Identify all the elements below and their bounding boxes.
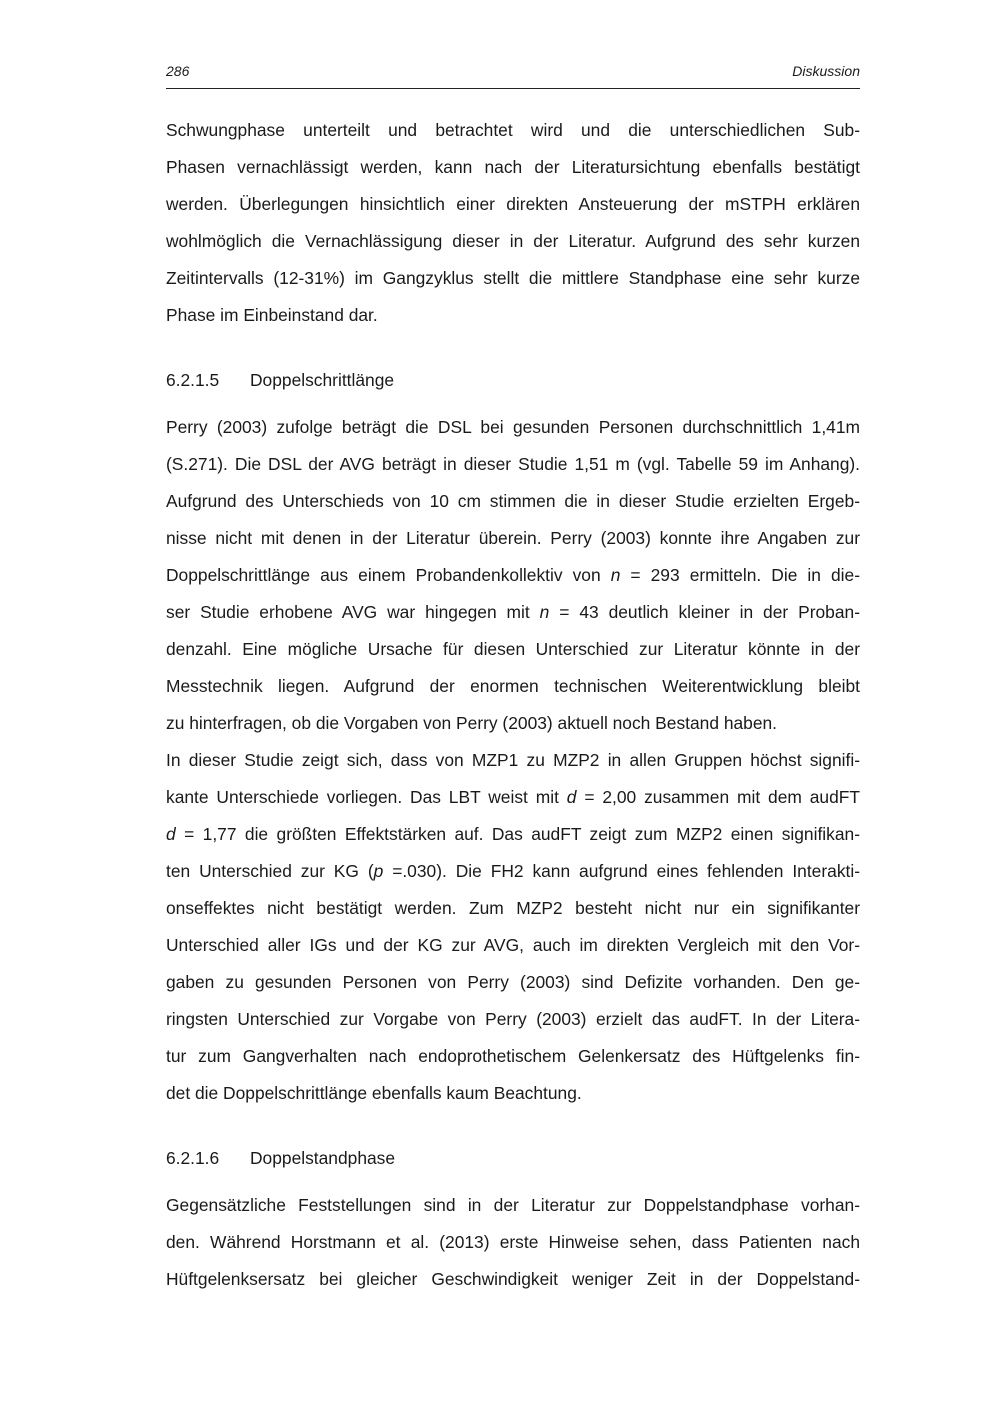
text-line: onseffektes nicht bestätigt werden. Zum MZP2 besteht nicht nur ein signifikanter: [166, 898, 860, 918]
text-segment: ser Studie erhobene AVG war hingegen mit: [166, 602, 540, 622]
text-line: denzahl. Eine mögliche Ursache für diesen Unterschied zur Literatur könnte in der: [166, 639, 860, 659]
text-line: Aufgrund des Unterschieds von 10 cm stimmen die in dieser Studie erzielten Ergeb-: [166, 491, 860, 511]
section-title: Doppelschrittlänge: [250, 370, 395, 390]
page-body: [166, 112, 860, 1298]
variable-d: d: [566, 787, 577, 807]
text-segment: Doppelschrittlänge aus einem Probandenkollektiv von: [166, 565, 611, 585]
text-line: [166, 594, 860, 631]
text-line: Phasen vernachlässigt werden, kann nach der Literatursichtung ebenfalls bestätigt: [166, 157, 860, 177]
dsl-paragraph-1: [166, 409, 860, 742]
variable-n: n: [539, 602, 550, 622]
text-line: [166, 779, 860, 816]
text-line: wohlmöglich die Vernachlässigung dieser in der Literatur. Aufgrund des sehr kurzen: [166, 231, 860, 251]
dsp-paragraph: [166, 1187, 860, 1298]
section-number: 6.2.1.6: [166, 1148, 220, 1168]
text-segment: = 43 deutlich kleiner in der Proban-: [549, 602, 860, 622]
text-segment: = 2,00 zusammen mit dem audFT: [576, 787, 860, 807]
text-segment: =.030). Die FH2 kann aufgrund eines fehlenden Interakti-: [383, 861, 861, 881]
text-line: ringsten Unterschied zur Vorgabe von Perry (2003) erzielt das audFT. In der Litera-: [166, 1009, 860, 1029]
text-line: [166, 816, 860, 853]
text-line: det die Doppelschrittlänge ebenfalls kaum Beachtung.: [166, 1083, 582, 1103]
text-line: (S.271). Die DSL der AVG beträgt in dieser Studie 1,51 m (vgl. Tabelle 59 im Anhang).: [166, 454, 860, 474]
page-header: [166, 58, 860, 89]
text-segment: kante Unterschiede vorliegen. Das LBT weist mit: [166, 787, 567, 807]
section-heading-dsp: [166, 1140, 860, 1177]
text-line: Hüftgelenksersatz bei gleicher Geschwindigkeit weniger Zeit in der Doppelstand-: [166, 1269, 860, 1289]
text-segment: = 1,77 die größten Effektstärken auf. Das audFT zeigt zum MZP2 einen signifikan-: [175, 824, 860, 844]
section-title: Doppelstandphase: [250, 1148, 396, 1168]
section-number: 6.2.1.5: [166, 370, 220, 390]
text-line: [166, 557, 860, 594]
text-line: Schwungphase unterteilt und betrachtet wird und die unterschiedlichen Sub-: [166, 120, 860, 140]
text-line: Messtechnik liegen. Aufgrund der enormen technischen Weiterentwicklung bleibt: [166, 676, 860, 696]
intro-paragraph: [166, 112, 860, 334]
text-line: Phase im Einbeinstand dar.: [166, 305, 378, 325]
text-line: In dieser Studie zeigt sich, dass von MZP1 zu MZP2 in allen Gruppen höchst signifi-: [166, 750, 860, 770]
text-line: gaben zu gesunden Personen von Perry (2003) sind Defizite vorhanden. Den ge-: [166, 972, 860, 992]
dsl-paragraph-2: [166, 742, 860, 1112]
text-line: Zeitintervalls (12-31%) im Gangzyklus stellt die mittlere Standphase eine sehr kurze: [166, 268, 860, 288]
variable-p: p: [373, 861, 384, 881]
variable-n: n: [610, 565, 621, 585]
text-line: Gegensätzliche Feststellungen sind in der Literatur zur Doppelstandphase vorhan-: [166, 1195, 860, 1215]
text-line: den. Während Horstmann et al. (2013) erste Hinweise sehen, dass Patienten nach: [166, 1232, 860, 1252]
text-segment: ten Unterschied zur KG (: [166, 861, 374, 881]
page-number: 286: [166, 63, 190, 79]
text-line: tur zum Gangverhalten nach endoprothetischem Gelenkersatz des Hüftgelenks fin-: [166, 1046, 860, 1066]
text-line: nisse nicht mit denen in der Literatur überein. Perry (2003) konnte ihre Angaben zur: [166, 528, 860, 548]
text-line: [166, 853, 860, 890]
text-segment: = 293 ermitteln. Die in die-: [620, 565, 861, 585]
section-heading-dsl: [166, 362, 860, 399]
variable-d: d: [166, 824, 176, 844]
text-line: werden. Überlegungen hinsichtlich einer direkten Ansteuerung der mSTPH erklären: [166, 194, 860, 214]
text-line: Perry (2003) zufolge beträgt die DSL bei gesunden Personen durchschnittlich 1,41m: [166, 417, 860, 437]
text-line: Unterschied aller IGs und der KG zur AVG, auch im direkten Vergleich mit den Vor-: [166, 935, 860, 955]
text-line: zu hinterfragen, ob die Vorgaben von Perry (2003) aktuell noch Bestand haben.: [166, 713, 778, 733]
running-title: Diskussion: [792, 63, 860, 79]
